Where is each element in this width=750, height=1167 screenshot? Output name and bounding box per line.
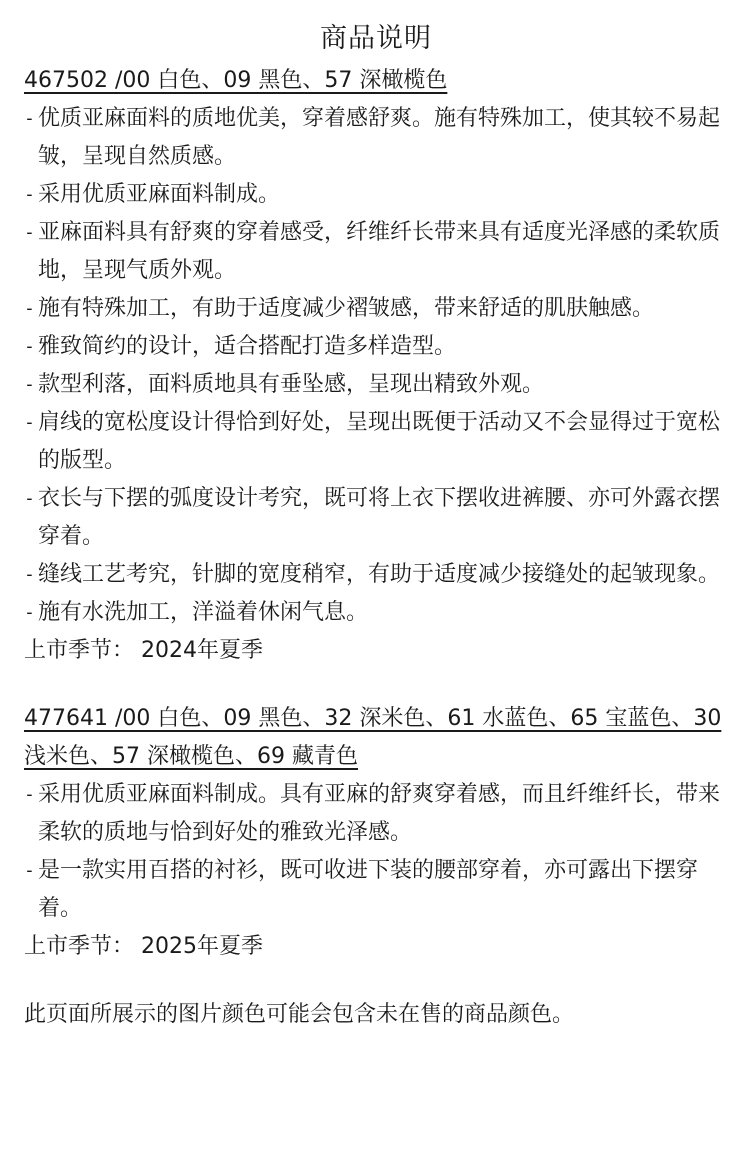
feature-item: - 雅致简约的设计，适合搭配打造多样造型。	[24, 328, 728, 366]
release-season	[24, 632, 728, 670]
color-codes-header: 467502 /00 白色、09 黑色、57 深橄榄色	[24, 68, 448, 93]
feature-item: - 施有特殊加工，有助于适度减少褶皱感，带来舒适的肌肤触感。	[24, 290, 728, 328]
feature-item: - 衣长与下摆的弧度设计考究，既可将上衣下摆收进裤腰、亦可外露衣摆穿着。	[24, 480, 728, 556]
release-season-value: 2024年夏季	[141, 638, 264, 663]
product-section-467502	[24, 62, 728, 670]
feature-item: - 缝线工艺考究，针脚的宽度稍窄，有助于适度减少接缝处的起皱现象。	[24, 556, 728, 594]
feature-item: - 是一款实用百搭的衬衫，既可收进下装的腰部穿着，亦可露出下摆穿着。	[24, 852, 728, 928]
feature-item: - 施有水洗加工，洋溢着休闲气息。	[24, 594, 728, 632]
section-divider	[24, 670, 728, 700]
color-codes-header: 477641 /00 白色、09 黑色、32 深米色、61 水蓝色、65 宝蓝色、30 浅米色、57 深橄榄色、69 藏青色	[24, 706, 722, 769]
feature-item: - 采用优质亚麻面料制成。	[24, 176, 728, 214]
feature-item: - 优质亚麻面料的质地优美，穿着感舒爽。施有特殊加工，使其较不易起皱，呈现自然质感。	[24, 100, 728, 176]
feature-list	[24, 776, 728, 928]
feature-item: - 款型利落，面料质地具有垂坠感，呈现出精致外观。	[24, 366, 728, 404]
release-season-value: 2025年夏季	[141, 934, 264, 959]
release-season-label: 上市季节：	[24, 934, 135, 959]
feature-item: - 亚麻面料具有舒爽的穿着感受，纤维纤长带来具有适度光泽感的柔软质地，呈现气质外观。	[24, 214, 728, 290]
product-section-477641	[24, 700, 728, 966]
color-disclaimer: 此页面所展示的图片颜色可能会包含未在售的商品颜色。	[24, 1002, 575, 1027]
feature-item: - 肩线的宽松度设计得恰到好处，呈现出既便于活动又不会显得过于宽松的版型。	[24, 404, 728, 480]
feature-item: - 采用优质亚麻面料制成。具有亚麻的舒爽穿着感，而且纤维纤长，带来柔软的质地与恰到好处的雅致光泽感。	[24, 776, 728, 852]
page-title: 商品说明	[320, 23, 432, 54]
feature-list	[24, 100, 728, 632]
release-season	[24, 928, 728, 966]
release-season-label: 上市季节：	[24, 638, 135, 663]
